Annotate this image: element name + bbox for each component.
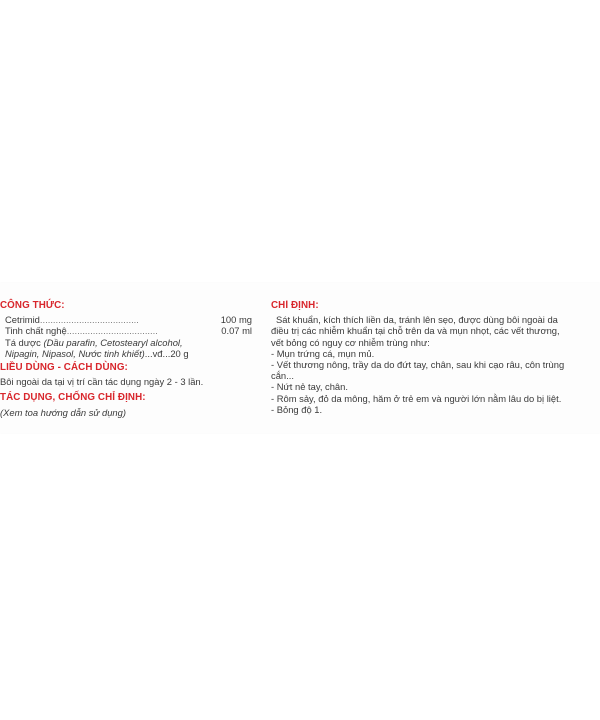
indication-line: vết bỏng có nguy cơ nhiễm trùng như: (271, 336, 430, 348)
indications-heading: CHỈ ĐỊNH: (271, 300, 319, 311)
cetrimid-dots: ...................................... (39, 314, 139, 326)
turmeric-row (0, 325, 262, 336)
cetrimid-label: Cetrimid (5, 314, 40, 326)
effects-heading: TÁC DỤNG, CHỐNG CHỈ ĐỊNH: (0, 392, 146, 404)
excipient-tail: ...vđ...20 g (144, 347, 189, 359)
cetrimid-row (0, 314, 262, 325)
composition-heading: CÔNG THỨC: (0, 300, 65, 311)
excipient-row (0, 337, 262, 348)
indication-line: - Nứt nẻ tay, chân. (271, 381, 348, 393)
right-column (271, 300, 600, 415)
dosage-text: Bôi ngoài da tại vị trí cần tác dụng ngày 2 - 3 lần. (0, 376, 204, 388)
effects-text: (Xem toa hướng dẫn sử dụng) (0, 406, 126, 418)
excipient-label: Tá dược (5, 336, 41, 348)
cetrimid-value: 100 mg (220, 314, 252, 326)
excipient-row-2 (0, 348, 262, 359)
indication-line: - Bỏng độ 1. (271, 403, 323, 415)
indication-line: - Rôm sảy, đỏ da mông, hăm ở trẻ em và người lớn nằm lâu do bị liệt. (271, 392, 562, 404)
excipient-list-2: Nipagin, Nipasol, Nước tinh khiết) (5, 347, 145, 359)
excipient-list-1: (Dầu parafin, Cetostearyl alcohol, (43, 336, 183, 348)
turmeric-dots: ................................... (66, 325, 158, 337)
indication-line: - Mụn trứng cá, mụn mủ. (271, 347, 375, 359)
turmeric-value: 0.07 ml (221, 325, 252, 337)
indication-line: cắn... (271, 370, 294, 382)
indication-line: Sát khuẩn, kích thích liền da, tránh lên sẹo, được dùng bôi ngoài da (276, 314, 558, 326)
dosage-heading: LIỀU DÙNG - CÁCH DÙNG: (0, 362, 128, 374)
indication-line: - Vết thương nông, trầy da do đứt tay, chân, sau khi cạo râu, côn trùng (271, 359, 565, 371)
indication-line: điều trị các nhiễm khuẩn tại chỗ trên da và mụn nhọt, các vết thương, (271, 325, 560, 337)
turmeric-label: Tinh chất nghệ (5, 325, 67, 337)
left-column (0, 300, 262, 418)
